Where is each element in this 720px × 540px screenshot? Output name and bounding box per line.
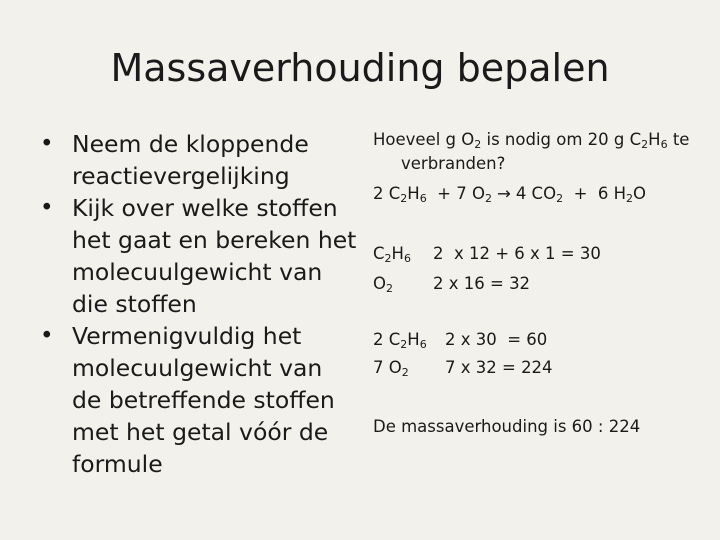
question-line-2: verbranden? [401,154,506,173]
formula-text: H [391,244,404,263]
question-line [373,128,689,152]
reaction-equation [373,182,646,206]
question-text: H [648,130,661,149]
mass-o2-calc: 7 x 32 = 224 [445,358,553,377]
slide-title: Massaverhouding bepalen [110,46,610,90]
formula-text: H [407,330,420,349]
question-text: is nodig om 20 g C [481,130,642,149]
molecular-weight-c2h6 [373,242,411,266]
subscript: 2 [641,138,649,151]
bullet-dot: • [40,131,54,157]
bullet-text: Neem de kloppende reactievergelijking [72,130,309,190]
reaction-arrow-icon: → [496,184,511,203]
subscript: 2 [484,192,492,205]
subscript: 6 [660,138,668,151]
question-text: Hoeveel g O [373,130,475,149]
subscript: 2 [556,192,564,205]
bullet-text: Kijk over welke stoffen het gaat en bereken het molecuulgewicht van die stoffen [72,194,357,318]
equation-text: 4 CO [515,184,557,203]
mass-c2h6 [373,328,427,352]
bullet-item [28,320,358,480]
equation-text: 2 C [373,184,401,203]
subscript: 6 [419,192,427,205]
bullet-item [28,128,358,192]
bullet-text: Vermenigvuldig het molecuulgewicht van de betreffende stoffen met het getal vóór de formule [72,322,335,478]
formula-text: 2 C [373,330,401,349]
molecular-weight-o2 [373,272,393,296]
subscript: 6 [403,252,411,265]
bullet-list [28,128,358,480]
mass-c2h6-calc: 2 x 30 = 60 [445,330,548,349]
subscript: 6 [419,338,427,351]
equation-text: H [407,184,420,203]
molecular-weight-o2-calc: 2 x 16 = 32 [433,274,531,293]
formula-text: C [373,244,385,263]
conclusion: De massaverhouding is 60 : 224 [373,417,641,436]
subscript: 2 [400,338,408,351]
bullet-item [28,192,358,320]
bullet-dot: • [40,195,54,221]
subscript: 2 [401,366,409,379]
subscript: 2 [400,192,408,205]
molecular-weight-c2h6-calc: 2 x 12 + 6 x 1 = 30 [433,244,601,263]
formula-text: 7 O [373,358,402,377]
formula-text: O [373,274,386,293]
subscript: 2 [474,138,482,151]
bullet-dot: • [40,323,54,349]
equation-text: + 7 O [426,184,485,203]
equation-text: O [633,184,647,203]
subscript: 2 [384,252,392,265]
subscript: 2 [386,282,393,295]
subscript: 2 [626,192,634,205]
question-text: te [667,130,690,149]
equation-text: + 6 H [563,184,627,203]
mass-o2 [373,356,409,380]
